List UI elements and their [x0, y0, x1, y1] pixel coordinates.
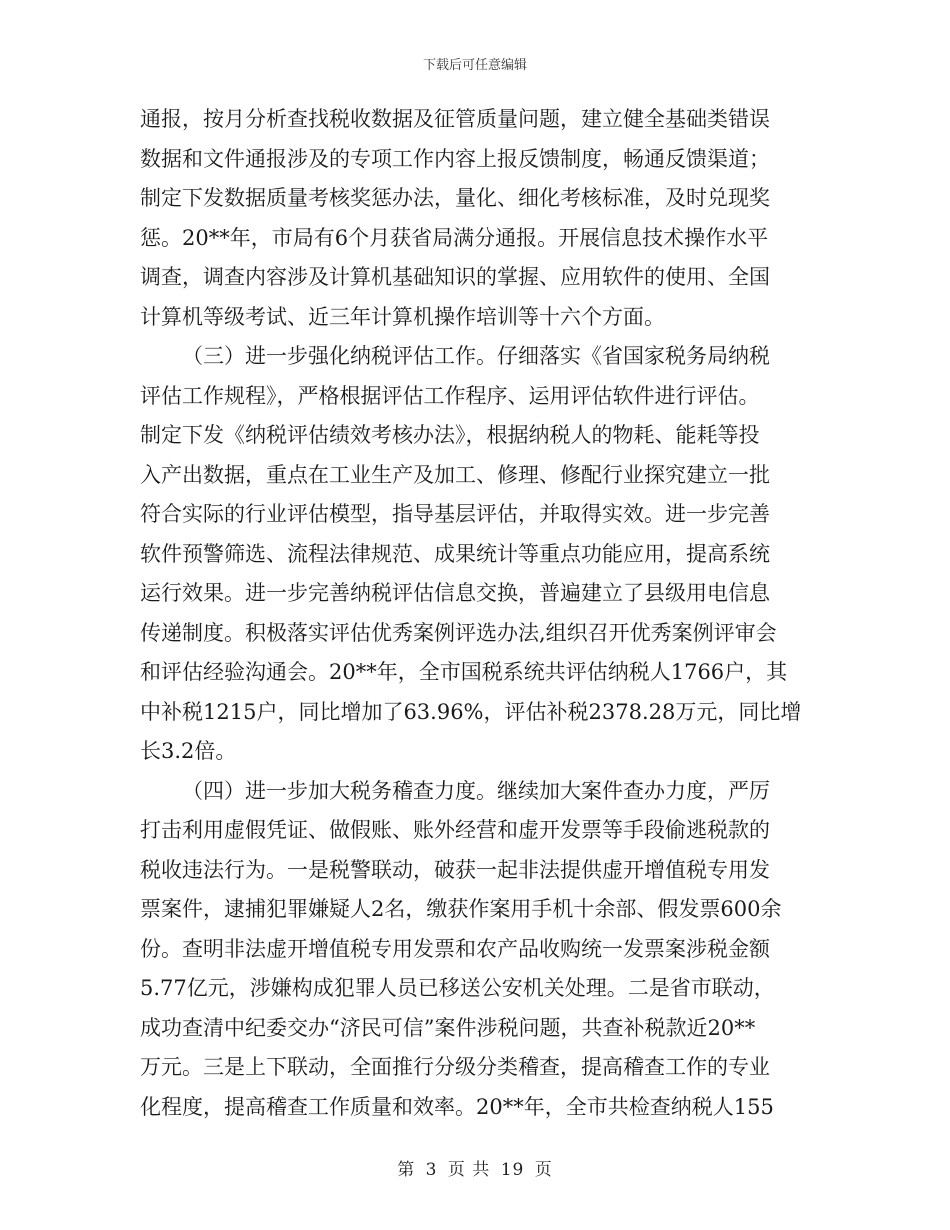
text-line: 税收违法行为。一是税警联动，破获一起非法提供虚开增值税专用发 [140, 857, 770, 882]
paragraph-2 [140, 337, 812, 772]
page-label-mid: 页 共 [447, 1160, 491, 1180]
text-line: 入产出数据，重点在工业生产及加工、修理、修配行业探究建立一批 [140, 462, 770, 487]
page-total: 19 [500, 1160, 525, 1180]
text-line: 传递制度。积极落实评估优秀案例评选办法,组织召开优秀案例评审会 [140, 620, 777, 645]
text-line: 惩。20**年，市局有6个月获省局满分通报。开展信息技术操作水平 [140, 225, 769, 250]
text-line: 万元。三是上下联动，全面推行分级分类稽查，提高稽查工作的专业 [140, 1055, 770, 1079]
page-label-suffix: 页 [534, 1160, 553, 1180]
page-footer [0, 1155, 950, 1180]
text-line: （三）进一步强化纳税评估工作。仔细落实《省国家税务局纳税 [182, 344, 770, 368]
text-line: 5.77亿元，涉嫌构成犯罪人员已移送公安机关处理。二是省市联动， [140, 976, 775, 1000]
text-line: 中补税1215户，同比增加了63.96%，评估补税2378.28万元，同比增 [140, 699, 802, 724]
page-header [0, 54, 950, 73]
text-line: 成功查清中纪委交办“济民可信”案件涉税问题，共查补税款近20** [140, 1015, 756, 1040]
paragraph-3 [140, 772, 812, 1128]
text-line: 和评估经验沟通会。20**年，全市国税系统共评估纳税人1766户，其 [140, 660, 788, 684]
text-line: 化程度，提高稽查工作质量和效率。20**年，全市共检查纳税人155 [140, 1094, 774, 1119]
text-line: 长3.2倍。 [140, 739, 237, 763]
text-line: 打击利用虚假凭证、做假账、账外经营和虚开发票等手段偷逃税款的 [140, 818, 770, 842]
text-line: 调查，调查内容涉及计算机基础知识的掌握、应用软件的使用、全国 [140, 265, 770, 289]
text-line: 数据和文件通报涉及的专项工作内容上报反馈制度，畅通反馈渠道； [140, 146, 770, 171]
text-line: 通报，按月分析查找税收数据及征管质量问题，建立健全基础类错误 [140, 107, 770, 131]
page-label-prefix: 第 [397, 1160, 416, 1180]
paragraph-1 [140, 100, 812, 337]
text-line: 软件预警筛选、流程法律规范、成果统计等重点功能应用，提高系统 [140, 541, 770, 566]
text-line: 制定下发《纳税评估绩效考核办法》，根据纳税人的物耗、能耗等投 [140, 423, 760, 447]
text-line: 票案件，逮捕犯罪嫌疑人2名，缴获作案用手机十余部、假发票600余 [140, 897, 782, 921]
document-body [140, 100, 812, 1127]
text-line: 评估工作规程》，严格根据评估工作程序、运用评估软件进行评估。 [140, 383, 760, 408]
text-line: 份。查明非法虚开增值税专用发票和农产品收购统一发票案涉税金额 [140, 936, 770, 961]
text-line: 制定下发数据质量考核奖惩办法，量化、细化考核标准，及时兑现奖 [140, 186, 770, 210]
text-line: （四）进一步加大税务稽查力度。继续加大案件查办力度，严厉 [182, 778, 770, 803]
text-line: 计算机等级考试、近三年计算机操作培训等十六个方面。 [140, 304, 665, 329]
header-note: 下载后可任意编辑 [422, 58, 527, 73]
page-current: 3 [425, 1160, 438, 1180]
text-line: 运行效果。进一步完善纳税评估信息交换，普遍建立了县级用电信息 [140, 581, 770, 605]
text-line: 符合实际的行业评估模型，指导基层评估，并取得实效。进一步完善 [140, 502, 770, 526]
